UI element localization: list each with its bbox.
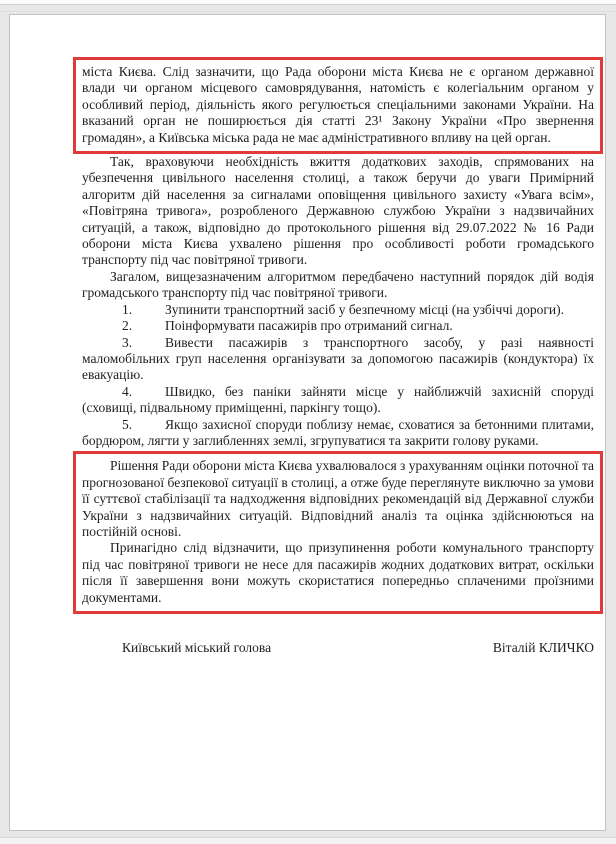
paragraph-decision-review: Рішення Ради оборони міста Києва ухвалювалося з урахуванням оцінки поточної та прогнозованої безпекової ситуації в столиці, а отже буде переглянуте виключно за умови її суттєвої стабілізації та надходження відповідних рекомендацій від Державної служби України з надзвичайних ситуацій. Відповідний аналіз та оцінка здійснюються на постійній основі.: [82, 458, 594, 539]
list-item-3-text: Вивести пасажирів з транспортного засобу, у разі наявності маломобільних груп населення організувати за допомогою пасажирів (кондуктора) їх евакуацію.: [82, 334, 594, 383]
list-item-4: [82, 384, 594, 417]
list-item-2-number: 2.: [122, 318, 133, 334]
list-item-5-text: Якщо захисної споруди поблизу немає, сховатися за бетонними плитами, бордюром, лягти у заглибленнях землі, згрупуватися та закрити голову руками.: [82, 416, 594, 448]
list-item-2-text: Поінформувати пасажирів про отриманий сигнал.: [165, 318, 453, 334]
list-item-3: [82, 335, 594, 384]
viewer-top-divider: [0, 11, 616, 12]
list-item-4-number: 4.: [122, 383, 133, 399]
paragraph-no-extra-costs: Принагідно слід відзначити, що призупинення роботи комунального транспорту під час повітряної тривоги не несе для пасажирів жодних додаткових витрат, оскільки після її завершення вони можуть скористатися попередньо сплаченими проїзними документами.: [82, 540, 594, 605]
list-item-1-text: Зупинити транспортний засіб у безпечному місці (на узбіччі дороги).: [165, 301, 564, 317]
list-item-5-number: 5.: [122, 416, 133, 432]
list-item-2: [82, 318, 594, 334]
list-item-3-number: 3.: [122, 334, 133, 350]
list-item-5: [82, 417, 594, 450]
list-item-1-number: 1.: [122, 301, 133, 317]
paragraph-defense-council-status: міста Києва. Слід зазначити, що Рада оборони міста Києва не є органом державної влади чи органом місцевого самоврядування, натомість є колегіальним органом у особливий період, діяльність якого регулюється спеціальними законами України. На вказаний орган не поширюється дія статті 23¹ Закону України «Про звернення громадян», а Київська міська рада не має адміністративного впливу на цей орган.: [82, 64, 594, 145]
paragraph-decision-context: Так, враховуючи необхідність вжиття додаткових заходів, спрямованих на убезпечення цивільного населення столиці, а також беручи до уваги Примірний алгоритм дій населення за сигналами оповіщення цивільного захисту «Увага всім», «Повітряна тривога», розробленого Державною службою України з надзвичайних ситуацій, а також, відповідно до протокольного рішення від 29.07.2022 № 16 Ради оборони міста Києва ухвалено рішення про особливості роботи громадського транспорту під час повітряної тривоги.: [82, 154, 594, 268]
list-item-4-text: Швидко, без паніки зайняти місце у найближчій захисній споруді (сховищі, підвальному приміщенні, паркінгу тощо).: [82, 383, 594, 416]
viewer-bottom-strip: [0, 837, 616, 844]
list-item-1: [82, 302, 594, 318]
signature-block: [82, 640, 594, 656]
document-page: [9, 14, 606, 831]
signature-name: Віталій КЛИЧКО: [492, 640, 594, 655]
document-body: [82, 57, 594, 656]
signature-title: Київський міський голова: [122, 640, 272, 655]
highlight-box-2: [73, 451, 603, 614]
paragraph-algorithm-intro: Загалом, вищезазначеним алгоритмом передбачено наступний порядок дій водія громадського транспорту під час повітряної тривоги.: [82, 268, 594, 301]
highlight-box-1: [73, 57, 603, 154]
viewer-top-strip: [0, 0, 616, 5]
